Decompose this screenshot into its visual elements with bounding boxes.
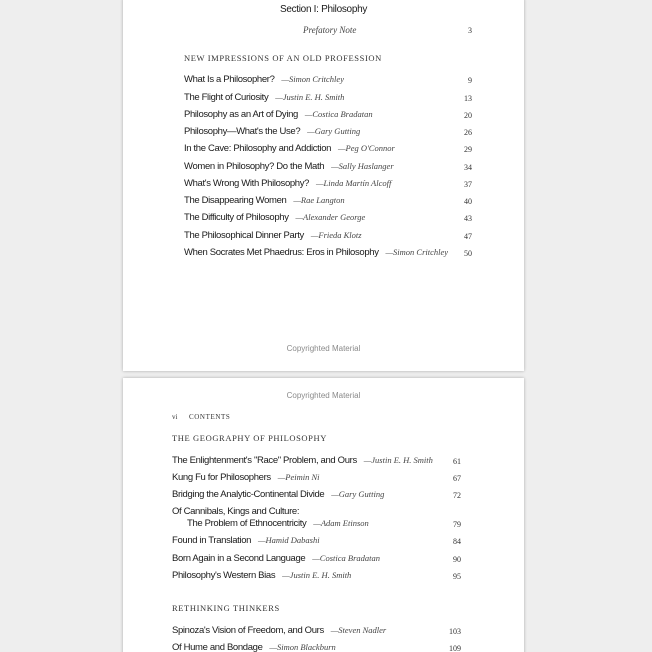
entry-page: 9 — [468, 76, 472, 85]
entry-page: 37 — [464, 180, 472, 189]
entry-title: In the Cave: Philosophy and Addiction — [184, 143, 332, 154]
entry-title: Bridging the Analytic-Continental Divide — [172, 489, 325, 500]
entry-author: —Costica Bradatan — [312, 553, 381, 563]
entry-title: Kung Fu for Philosophers — [172, 472, 271, 483]
entry-author: —Hamid Dabashi — [257, 535, 320, 545]
running-head-page: vi — [172, 413, 178, 421]
toc-entry — [184, 92, 344, 103]
entry-title: Women in Philosophy? Do the Math — [184, 161, 325, 172]
entry-title-line-2: The Problem of Ethnocentricity — [187, 518, 307, 529]
toc-entry — [172, 642, 336, 652]
entry-page: 103 — [449, 627, 461, 636]
running-head-title: CONTENTS — [189, 413, 231, 421]
entry-page: 61 — [453, 457, 461, 466]
entry-author: —Justin E. H. Smith — [282, 570, 352, 580]
toc-entry — [172, 570, 351, 581]
toc-entry — [184, 195, 345, 206]
entry-title: Philosophy's Western Bias — [172, 570, 276, 581]
entry-author: —Alexander George — [295, 212, 366, 222]
entry-author: —Simon Critchley — [385, 247, 449, 257]
entry-author: —Peg O'Connor — [337, 143, 395, 153]
entry-title: The Disappearing Women — [184, 195, 287, 206]
book-page-2 — [123, 378, 524, 652]
entry-page: 13 — [464, 94, 472, 103]
copyright-footer: Copyrighted Material — [286, 344, 361, 353]
entry-page: 72 — [453, 491, 461, 500]
entry-page: 67 — [453, 474, 461, 483]
section-heading: THE GEOGRAPHY OF PHILOSOPHY — [172, 433, 327, 443]
toc-entry — [184, 230, 362, 241]
prefatory-note-title: Prefatory Note — [303, 25, 357, 35]
entry-page: 34 — [464, 163, 472, 172]
toc-entry — [184, 247, 448, 258]
entry-author: —Gary Gutting — [331, 489, 385, 499]
toc-entry — [184, 74, 344, 85]
section-title: Section I: Philosophy — [279, 4, 368, 15]
entry-page: 43 — [464, 214, 472, 223]
entry-title: Born Again in a Second Language — [172, 553, 306, 564]
entry-title: Spinoza's Vision of Freedom, and Ours — [172, 625, 324, 636]
entry-page: 47 — [464, 232, 472, 241]
toc-entry — [184, 212, 365, 223]
toc-entry — [172, 455, 433, 466]
entry-page: 90 — [453, 555, 461, 564]
entry-author: —Justin E. H. Smith — [275, 92, 345, 102]
entry-author: —Frieda Klotz — [310, 230, 362, 240]
entry-title: The Philosophical Dinner Party — [184, 230, 304, 241]
entry-page: 109 — [449, 644, 461, 652]
toc-entry — [172, 472, 319, 483]
copyright-header: Copyrighted Material — [286, 391, 361, 400]
entry-title: Philosophy as an Art of Dying — [184, 109, 298, 120]
prefatory-note-page: 3 — [468, 26, 472, 35]
entry-author: —Steven Nadler — [330, 625, 387, 635]
entry-author: —Costica Bradatan — [304, 109, 373, 119]
toc-entry — [184, 161, 394, 172]
entry-title: The Flight of Curiosity — [184, 92, 269, 103]
entry-title: What's Wrong With Philosophy? — [184, 178, 310, 189]
entry-title: The Enlightenment's "Race" Problem, and Ours — [172, 455, 357, 466]
entry-author: —Simon Critchley — [281, 74, 344, 84]
entry-title: The Difficulty of Philosophy — [184, 212, 289, 223]
toc-entry — [172, 489, 384, 500]
entry-author: —Sally Haslanger — [331, 161, 394, 171]
entry-author: —Linda Martín Alcoff — [315, 178, 392, 188]
entry-page: 26 — [464, 128, 472, 137]
entry-page: 50 — [464, 249, 472, 258]
entry-author: —Peimin Ni — [277, 472, 320, 482]
toc-entry — [184, 178, 391, 189]
toc-entry — [184, 109, 373, 120]
entry-page: 95 — [453, 572, 461, 581]
book-page-1 — [123, 0, 524, 371]
section-heading: RETHINKING THINKERS — [172, 603, 280, 613]
entry-author: —Rae Langton — [293, 195, 345, 205]
entry-title: What Is a Philosopher? — [184, 74, 275, 85]
toc-entry-title-line-1: Of Cannibals, Kings and Culture: — [172, 506, 300, 517]
toc-entry — [172, 625, 386, 636]
entry-author: —Adam Etinson — [313, 518, 369, 528]
toc-entry — [187, 518, 369, 529]
entry-page: 79 — [453, 520, 461, 529]
entry-author: —Justin E. H. Smith — [363, 455, 433, 465]
entry-page: 84 — [453, 537, 461, 546]
entry-author: —Simon Blackburn — [269, 642, 336, 652]
entry-page: 29 — [464, 145, 472, 154]
section-heading: NEW IMPRESSIONS OF AN OLD PROFESSION — [184, 53, 382, 63]
entry-page: 20 — [464, 111, 472, 120]
entry-author: —Gary Gutting — [307, 126, 361, 136]
entry-page: 40 — [464, 197, 472, 206]
entry-title: Of Hume and Bondage — [172, 642, 263, 652]
toc-entry — [172, 553, 380, 564]
entry-title: Philosophy—What's the Use? — [184, 126, 301, 137]
toc-entry — [184, 126, 360, 137]
toc-entry — [184, 143, 395, 154]
toc-entry — [172, 535, 320, 546]
entry-title: When Socrates Met Phaedrus: Eros in Philosophy — [184, 247, 379, 258]
entry-title: Found in Translation — [172, 535, 252, 546]
